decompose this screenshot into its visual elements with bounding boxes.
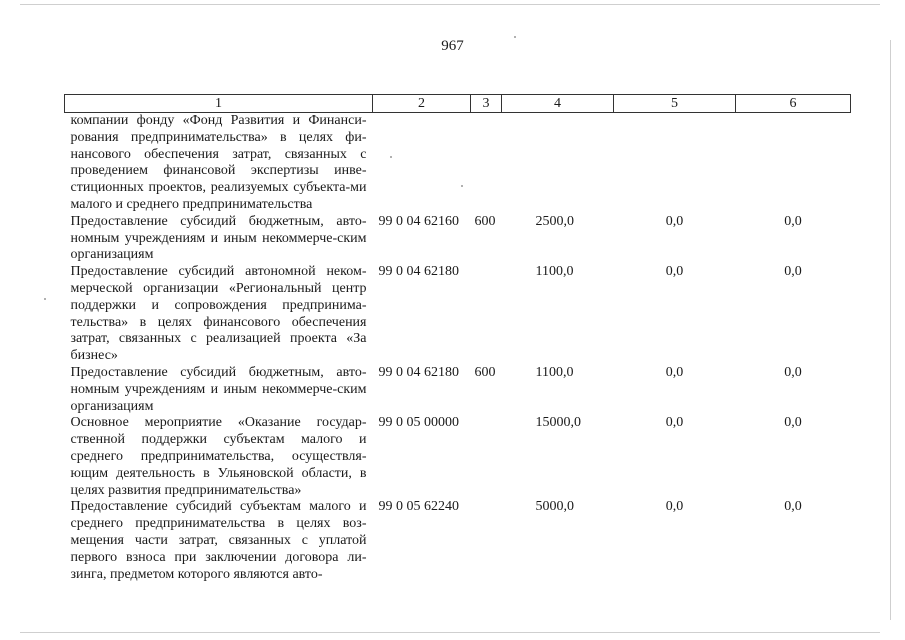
column-header-2: 2 xyxy=(373,95,471,113)
row-col6 xyxy=(736,113,851,214)
table-row xyxy=(65,499,851,583)
row-amount: 1100,0 xyxy=(535,264,574,280)
column-header-5: 5 xyxy=(614,95,736,113)
table-row xyxy=(65,365,851,415)
row-col5: 0,0 xyxy=(665,499,684,515)
row-description: Предоставление субсидий субъектам малого и среднего предпринимательства в целях воз-мещения части затрат, связанных с уплатой первого взноса при заключении договора ли-зинга, предметом которого являются авто- xyxy=(70,499,367,582)
scan-speck xyxy=(514,36,516,38)
row-amount xyxy=(502,113,614,214)
column-header-3: 3 xyxy=(471,95,502,113)
scan-edge-top xyxy=(20,4,880,5)
row-col6: 0,0 xyxy=(784,213,802,229)
scan-edge-bottom xyxy=(20,632,880,633)
row-amount: 1100,0 xyxy=(535,364,574,380)
column-header-6: 6 xyxy=(736,95,851,113)
row-group: 600 xyxy=(474,213,496,229)
budget-table xyxy=(64,94,851,583)
row-code: 99 0 04 62160 xyxy=(378,213,459,229)
row-group xyxy=(471,264,502,365)
page-number: 967 xyxy=(441,38,464,54)
row-description: Предоставление субсидий бюджетным, авто-номным учреждениям и иным некоммерче-ским организациям xyxy=(70,213,367,263)
row-col5: 0,0 xyxy=(665,364,684,380)
row-col6: 0,0 xyxy=(784,264,802,280)
scan-speck xyxy=(390,156,392,158)
row-col6: 0,0 xyxy=(784,364,802,380)
scan-edge-right xyxy=(890,40,891,620)
row-amount: 5000,0 xyxy=(535,499,574,515)
row-col5: 0,0 xyxy=(665,213,684,229)
column-header-1: 1 xyxy=(65,95,373,113)
table-row xyxy=(65,214,851,264)
row-amount: 2500,0 xyxy=(535,213,574,229)
table-row xyxy=(65,113,851,214)
table-row xyxy=(65,264,851,365)
row-col6: 0,0 xyxy=(784,499,802,515)
row-col5 xyxy=(614,113,736,214)
row-group xyxy=(471,113,502,214)
row-description: Предоставление субсидий автономной неком-мерческой организации «Региональный центр поддержки и сопровождения предпринима-тельства» в целях финансового обеспечения затрат, связанных с реализацией проекта «За бизнес» xyxy=(70,264,367,364)
row-group xyxy=(471,499,502,583)
row-group: 600 xyxy=(474,364,496,380)
row-amount: 15000,0 xyxy=(535,415,581,431)
column-header-4: 4 xyxy=(502,95,614,113)
scan-speck xyxy=(461,185,463,187)
row-col5: 0,0 xyxy=(665,415,684,431)
row-col6: 0,0 xyxy=(784,415,802,431)
row-description: компании фонду «Фонд Развития и Финанси-рования предпринимательства» в целях фи-нансового обеспечения затрат, связанных с проведением финансовой экспертизы инве-стиционных проектов, реализуемых субъекта-ми малого и среднего предпринимательства xyxy=(70,113,367,212)
row-col5: 0,0 xyxy=(665,264,684,280)
row-group xyxy=(471,415,502,499)
table-header-row xyxy=(65,95,851,113)
row-code: 99 0 04 62180 xyxy=(378,264,459,280)
row-code: 99 0 05 00000 xyxy=(378,415,459,431)
row-code: 99 0 05 62240 xyxy=(378,499,459,515)
table-row xyxy=(65,415,851,499)
scan-speck xyxy=(44,298,46,300)
row-description: Основное мероприятие «Оказание государ-ственной поддержки субъектам малого и среднего предпринимательства, осуществля-ющим деятельность в Ульяновской области, в целях развития предпринимательства» xyxy=(70,415,367,498)
row-code: 99 0 04 62180 xyxy=(378,364,459,380)
row-code xyxy=(373,113,471,214)
row-description: Предоставление субсидий бюджетным, авто-номным учреждениям и иным некоммерче-ским организациям xyxy=(70,364,367,414)
